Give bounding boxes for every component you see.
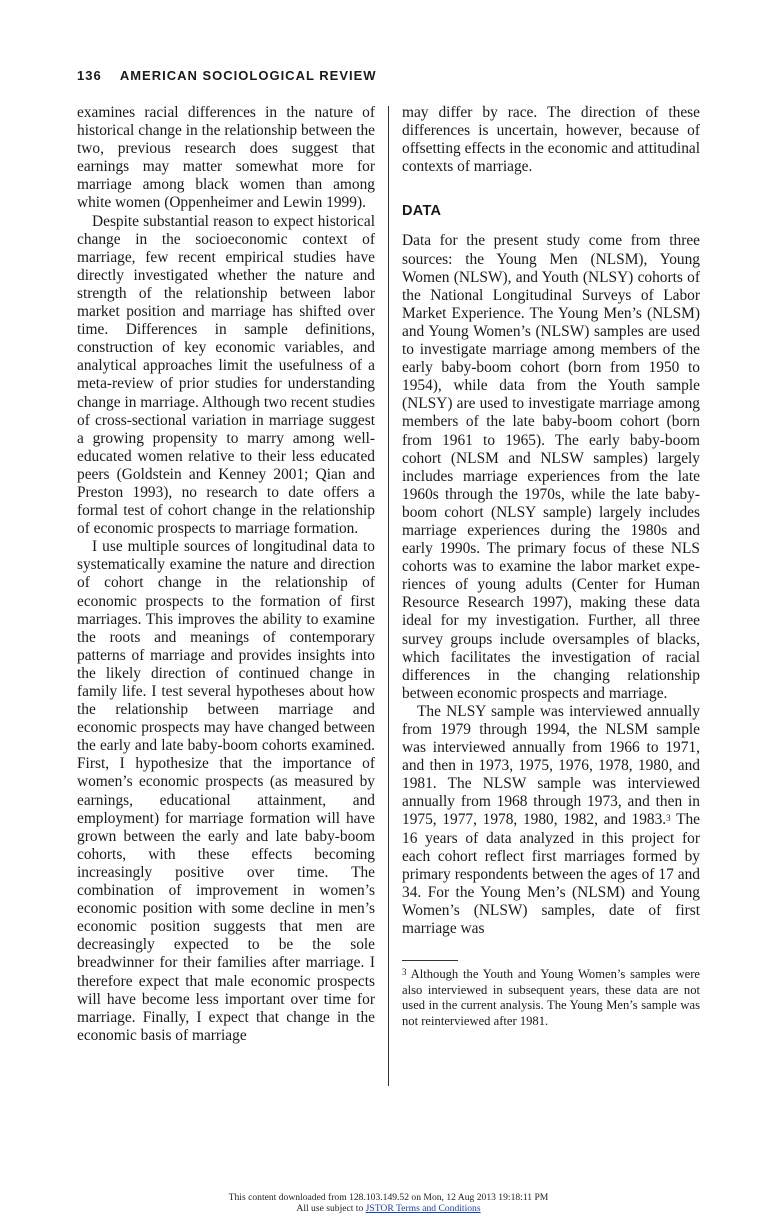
footnote-reference[interactable]: 3 bbox=[666, 813, 671, 824]
terms-prefix: All use subject to bbox=[296, 1203, 366, 1214]
terms-line bbox=[0, 1203, 777, 1214]
footnote-number: 3 bbox=[402, 967, 407, 978]
footnote-text: Although the Youth and Young Women’s samples were also interviewed in subsequent years, these data are not used in the current analysis. The Young Men’s sample was not reinterviewed after 1981. bbox=[402, 967, 700, 1028]
right-paragraph-3-text-a: The NLSY sample was interviewed annually from 1979 through 1994, the NLSM sample was interviewed annually from 1966 to 1971, and then in 1973, 1975, 1976, 1978, 1980, and 1981. The NLSW sample was interviewed annually from 1968 through 1973, and then in 1975, 1977, 1978, 1980, 1982, and 1983. bbox=[402, 702, 700, 829]
jstor-terms-link[interactable]: JSTOR Terms and Conditions bbox=[365, 1203, 481, 1214]
journal-title: AMERICAN SOCIOLOGICAL REVIEW bbox=[119, 68, 377, 83]
column-divider bbox=[388, 106, 389, 1086]
right-paragraph-2: Data for the present study come from three sources: the Young Men (NLSM), Young Women (NLSW), and Youth (NLSY) cohorts of the National Longitudinal Surveys of Labor Market Experience. The Young Men’s (NLSM) and Young Women’s (NLSW) samples are used to investigate marriage among members of the early baby-boom cohort (born from 1950 to 1954), while data from the Youth sample (NLSY) are used to investigate marriage among members of the late baby-boom cohort (born from 1961 to 1965). The early baby-boom cohort (NLSM and NLSW samples) largely includes marriage experiences from the late 1960s through the 1970s, while the late baby-boom cohort (NLSY sample) largely includes marriage experiences during the 1980s and early 1990s. The primary focus of these NLS cohorts was to examine the labor market experiences of young adults (Center for Human Resource Research 1997), making these data ideal for my investigation. Further, all three survey groups include oversamples of blacks, which facilitates the investigation of racial differences in the changing relationship between economic prospects and marriage. bbox=[402, 232, 700, 702]
page-number: 136 bbox=[77, 68, 102, 83]
section-heading-data: DATA bbox=[402, 203, 442, 220]
download-notice bbox=[0, 1192, 777, 1214]
footnote bbox=[402, 967, 700, 1029]
right-paragraph-3-text-b: The 16 years of data analyzed in this project for each cohort reflect first marriages formed by primary respondents between the ages of 17 and 34. For the Young Men’s (NLSM) and Young Women’s (NLSW) samples, date of first marriage was bbox=[402, 811, 700, 938]
download-notice-line: This content downloaded from 128.103.149.52 on Mon, 12 Aug 2013 19:18:11 PM bbox=[228, 1192, 549, 1203]
left-paragraph-2: Despite substantial reason to expect historical change in the socioeconomic context of marriage, few recent empirical studies have directly investigated whether the nature and strength of the relationship between labor market position and marriage has shifted over time. Differences in sample definitions, construction of key economic variables, and analytical approaches limit the usefulness of a meta-review of prior studies for understanding change in marriage. Although two recent studies of cross-sectional variation in marriage suggest a growing propensity to marry among well-educated women relative to their less educated peers (Goldstein and Kenney 2001; Qian and Preston 1993), no research to date offers a formal test of cohort change in the relationship of economic prospects to marriage formation. bbox=[77, 212, 375, 538]
left-column bbox=[77, 104, 375, 1045]
footnote-rule bbox=[402, 960, 458, 961]
right-paragraph-1: may differ by race. The direction of these differences is uncertain, however, because of offsetting effects in the economic and attitudinal contexts of marriage. bbox=[402, 104, 700, 176]
right-paragraph-3 bbox=[402, 703, 700, 938]
right-column bbox=[402, 104, 700, 1030]
left-paragraph-1: examines racial differences in the nature of historical change in the relationship between the two, previous research does suggest that earnings may matter somewhat more for marriage among black women than among white women (Oppenheimer and Lewin 1999). bbox=[77, 104, 375, 212]
running-header bbox=[77, 68, 377, 83]
left-paragraph-3: I use multiple sources of longitudinal data to systematically examine the nature and direction of cohort change in the relationship of economic prospects to the formation of first marriages. This improves the ability to examine the roots and meanings of contemporary patterns of marriage and provides insights into the likely direction of continued change in family life. I test several hypotheses about how the relationship between marriage and economic prospects may have changed between the early and late baby-boom cohorts examined. First, I hypothesize that the importance of women’s economic prospects (as measured by earnings, educational attainment, and employment) for marriage formation will have grown between the early and late baby-boom cohorts, with these effects becoming increasingly positive over time. The combination of improvement in women’s economic position with some decline in men’s economic position suggests that men are decreasingly expected to be the sole breadwinner for their families after marriage. I therefore expect that male economic prospects will have become less important over time for marriage. Finally, I expect that change in the economic basis of marriage bbox=[77, 538, 375, 1044]
